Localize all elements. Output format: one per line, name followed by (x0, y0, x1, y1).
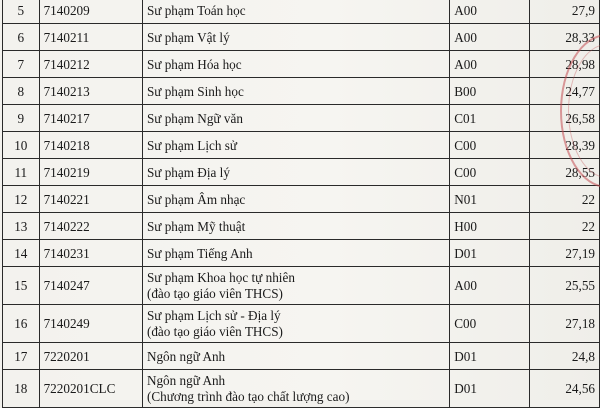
major-name (142, 305, 449, 343)
major-code: 7220201CLC (39, 370, 142, 408)
major-name (142, 78, 449, 105)
table-row (3, 186, 600, 213)
table-row (3, 105, 600, 132)
table-row (3, 159, 600, 186)
major-code: 7140249 (39, 305, 142, 343)
table-row (3, 240, 600, 267)
cutoff-score: 25,55 (529, 267, 599, 305)
major-name-line: Sư phạm Vật lý (146, 29, 230, 45)
cutoff-score: 28,33 (529, 24, 599, 51)
cutoff-score: 28,39 (529, 132, 599, 159)
major-name (142, 370, 449, 408)
subject-combination: H00 (450, 213, 530, 240)
major-name-note: (đào tạo giáo viên THCS) (146, 286, 283, 301)
major-code: 7140231 (39, 240, 142, 267)
cutoff-score: 22 (529, 186, 599, 213)
major-name (142, 159, 449, 186)
row-number: 17 (3, 343, 40, 370)
row-number: 12 (3, 186, 40, 213)
table-row (3, 213, 600, 240)
major-name-note: (Chương trình đào tạo chất lượng cao) (146, 389, 350, 404)
subject-combination: A00 (450, 24, 530, 51)
row-number: 15 (3, 267, 40, 305)
major-name-line: Sư phạm Lịch sử (146, 137, 238, 153)
subject-combination: D01 (450, 370, 530, 408)
major-code: 7140211 (39, 24, 142, 51)
subject-combination: B00 (450, 78, 530, 105)
major-code: 7140222 (39, 213, 142, 240)
major-code: 7140213 (39, 78, 142, 105)
table-row (3, 305, 600, 343)
table-row (3, 24, 600, 51)
table-row (3, 267, 600, 305)
subject-combination: A00 (450, 0, 530, 24)
cutoff-score: 27,19 (529, 240, 599, 267)
cutoff-score: 27,9 (529, 0, 599, 24)
major-name (142, 51, 449, 78)
table-row (3, 132, 600, 159)
major-code: 7140209 (39, 0, 142, 24)
row-number: 8 (3, 78, 40, 105)
cutoff-score: 26,58 (529, 105, 599, 132)
cutoff-score: 28,98 (529, 51, 599, 78)
table-row (3, 343, 600, 370)
subject-combination: C00 (450, 132, 530, 159)
major-name (142, 240, 449, 267)
subject-combination: C00 (450, 305, 530, 343)
major-code: 7140247 (39, 267, 142, 305)
row-number: 11 (3, 159, 40, 186)
major-name-line: Sư phạm Lịch sử - Địa lý (146, 308, 281, 323)
cutoff-score: 28,55 (529, 159, 599, 186)
row-number: 7 (3, 51, 40, 78)
table-row (3, 78, 600, 105)
subject-combination: C01 (450, 105, 530, 132)
subject-combination: A00 (450, 267, 530, 305)
major-name (142, 267, 449, 305)
major-name (142, 213, 449, 240)
major-code: 7140219 (39, 159, 142, 186)
major-name (142, 105, 449, 132)
major-name (142, 0, 449, 24)
cutoff-score: 24,8 (529, 343, 599, 370)
table-row (3, 51, 600, 78)
major-code: 7140218 (39, 132, 142, 159)
table-row (3, 0, 600, 24)
major-name-line: Ngôn ngữ Anh (146, 373, 226, 388)
major-name-line: Sư phạm Tiếng Anh (146, 245, 253, 261)
major-name (142, 343, 449, 370)
subject-combination: A00 (450, 51, 530, 78)
major-name (142, 24, 449, 51)
row-number: 10 (3, 132, 40, 159)
cutoff-score: 27,18 (529, 305, 599, 343)
major-name-line: Sư phạm Địa lý (146, 164, 230, 180)
major-name-line: Sư phạm Hóa học (146, 56, 242, 72)
admission-score-table (2, 0, 600, 408)
subject-combination: D01 (450, 240, 530, 267)
major-code: 7140217 (39, 105, 142, 132)
row-number: 14 (3, 240, 40, 267)
table-body (3, 0, 600, 408)
major-name-line: Ngôn ngữ Anh (146, 348, 226, 364)
major-name (142, 132, 449, 159)
cutoff-score: 22 (529, 213, 599, 240)
major-name-line: Sư phạm Âm nhạc (146, 191, 246, 207)
major-name (142, 186, 449, 213)
major-name-line: Sư phạm Ngữ văn (146, 110, 243, 126)
row-number: 6 (3, 24, 40, 51)
major-name-line: Sư phạm Mỹ thuật (146, 218, 246, 234)
major-code: 7220201 (39, 343, 142, 370)
major-name-line: Sư phạm Toán học (146, 2, 246, 18)
subject-combination: N01 (450, 186, 530, 213)
cutoff-score: 24,77 (529, 78, 599, 105)
cutoff-score: 24,56 (529, 370, 599, 408)
row-number: 13 (3, 213, 40, 240)
subject-combination: C00 (450, 159, 530, 186)
major-code: 7140221 (39, 186, 142, 213)
table-row (3, 370, 600, 408)
major-name-line: Sư phạm Sinh học (146, 83, 244, 99)
subject-combination: D01 (450, 343, 530, 370)
row-number: 5 (3, 0, 40, 24)
row-number: 9 (3, 105, 40, 132)
row-number: 18 (3, 370, 40, 408)
row-number: 16 (3, 305, 40, 343)
major-name-line: Sư phạm Khoa học tự nhiên (146, 270, 295, 285)
major-name-note: (đào tạo giáo viên THCS) (146, 324, 283, 339)
major-code: 7140212 (39, 51, 142, 78)
